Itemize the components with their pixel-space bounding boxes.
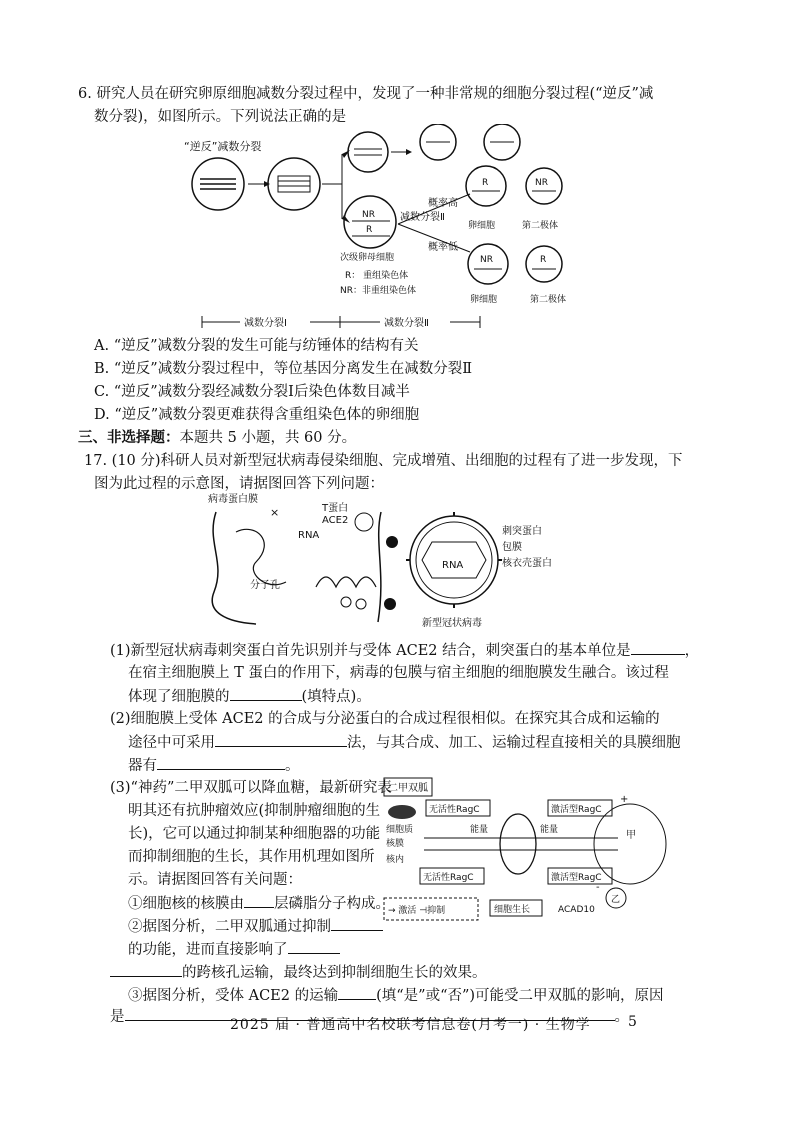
fig17-golgi <box>316 577 376 587</box>
q17-2-line1: (2)细胞膜上受体 ACE2 的合成与分泌蛋白的合成过程很相似。在探究其合成和运输的 <box>110 711 660 727</box>
fig17-rna-2: RNA <box>442 560 464 571</box>
fig17-vesicle-1 <box>341 597 351 607</box>
fig6-label-egg2: 卵细胞 <box>470 295 498 305</box>
q17-2-text-c-end: 。 <box>285 758 300 774</box>
fig17-t-protein: T蛋白 <box>322 503 349 514</box>
q17-2-text-b-end: 法，与其合成、加工、运输过程直接相关的具膜细胞 <box>347 735 681 751</box>
fig17-virion-1 <box>355 513 373 531</box>
fig17-x-mark: × <box>270 506 280 519</box>
fig6-label-secondary: 次级卵母细胞 <box>340 253 395 263</box>
fig6-cell-1 <box>192 158 244 210</box>
svg-text:NR: NR <box>362 210 375 220</box>
fig3-legend: → 激活 ⊣抑制 <box>388 906 446 916</box>
fig6-cell-2 <box>268 158 320 210</box>
page-number: 5 <box>628 1014 637 1030</box>
section3-heading <box>78 428 356 448</box>
fig6-polar-2 <box>526 246 562 282</box>
q17-3-line1: (3)“神药”二甲双胍可以降血糖，最新研究表 <box>110 780 392 796</box>
fig6-secondary-oocyte <box>344 196 396 248</box>
q17-3-s3d: 。 <box>614 1009 629 1025</box>
fig3-nuclear-membrane: 核膜 <box>386 839 405 849</box>
fig6-legend-nr: NR：非重组染色体 <box>340 286 416 296</box>
fig6-label-polar1: 第二极体 <box>522 221 559 231</box>
q17-1-blank-feature[interactable] <box>230 686 302 701</box>
fig3-nucleus: 核内 <box>386 855 405 865</box>
fig3-energy-left: 能量 <box>470 825 489 835</box>
fig6-legend-r: R： 重组染色体 <box>345 271 409 281</box>
fig3-mitochondrion-icon <box>388 805 416 819</box>
fig6-label-low: 概率低 <box>428 242 458 253</box>
fig3-inactive-ragc-top: 无活性RagC <box>429 805 480 815</box>
q17-3-sub2a <box>128 916 383 937</box>
q6-option-d[interactable]: D. “逆反”减数分裂更难获得含重组染色体的卵细胞 <box>94 407 420 423</box>
q17-stem-line2: 图为此过程的示意图，请据图回答下列问题： <box>94 476 384 492</box>
fig17-rna: RNA <box>298 530 320 541</box>
fig6-egg-2 <box>468 244 508 284</box>
fig6-phase1: 减数分裂Ⅰ <box>244 318 287 329</box>
fig3-inactive-ragc-bottom: 无活性RagC <box>423 873 474 883</box>
fig3-organelle-jia <box>594 804 666 884</box>
q6-stem-line2: 数分裂)，如图所示。下列说法正确的是 <box>94 109 347 125</box>
q17-3-s2c: 的跨核孔运输，最终达到抑制细胞生长的效果。 <box>182 965 487 981</box>
q6-option-c[interactable]: C. “逆反”减数分裂经减数分裂Ⅰ后染色体数目减半 <box>94 384 410 400</box>
q17-3-blank-layers[interactable] <box>244 893 274 908</box>
fig3-cytoplasm: 细胞质 <box>386 825 414 835</box>
fig17-cell-membrane <box>378 512 381 622</box>
q17-2-blank-organelles[interactable] <box>157 755 285 770</box>
svg-text:R: R <box>540 255 547 265</box>
q17-3-line2: 明其还有抗肿瘤效应(抑制肿瘤细胞的生 <box>128 803 381 819</box>
q17-3-sub1 <box>128 893 390 914</box>
q17-1-blank-unit[interactable] <box>631 640 685 655</box>
fig17-virion-2 <box>386 536 398 548</box>
q6-stem-line1: 6. 研究人员在研究卵原细胞减数分裂过程中，发现了一种非常规的细胞分裂过程(“逆反”减 <box>78 86 654 102</box>
q17-1-text-c-end: (填特点)。 <box>301 689 371 705</box>
q17-3-s2a: ②据图分析，二甲双胍通过抑制 <box>128 919 331 935</box>
q17-virus-infection-diagram <box>196 492 576 634</box>
page-footer: 2025 届 · 普通高中名校联考信息卷(月考一) · 生物学 <box>230 1017 591 1033</box>
q17-3-s3a: ③据图分析，受体 ACE2 的运输 <box>128 988 339 1004</box>
q17-3-s1a: ①细胞核的核膜由 <box>128 896 244 912</box>
q17-1-text-a: (1)新型冠状病毒刺突蛋白首先识别并与受体 ACE2 结合，刺突蛋白的基本单位是 <box>110 643 631 659</box>
fig6-label-high: 概率高 <box>428 198 458 209</box>
fig6-label-polar2: 第二极体 <box>530 295 567 305</box>
q17-3-sub3a <box>128 985 664 1006</box>
q17-3-blank-substance-cont[interactable] <box>110 962 182 977</box>
q17-3-sub2c <box>110 962 487 983</box>
q17-2-text-b: 途径中可采用 <box>128 735 215 751</box>
q17-3-blank-yesno[interactable] <box>338 985 376 1000</box>
fig17-vesicle-2 <box>356 599 366 609</box>
svg-text:R: R <box>482 178 489 188</box>
fig17-spike: 刺突蛋白 <box>502 526 542 537</box>
q17-1-text-a-end: ， <box>684 643 700 659</box>
q17-1-line2: 在宿主细胞膜上 T 蛋白的作用下，病毒的包膜与宿主细胞的细胞膜发生融合。该过程 <box>128 665 669 681</box>
fig3-cell-growth: 细胞生长 <box>494 905 531 915</box>
q17-stem-line1: 17. (10 分)科研人员对新型冠状病毒侵染细胞、完成增殖、出细胞的过程有了进一步发现，下 <box>84 453 683 469</box>
section3-title: 三、非选择题： <box>78 429 180 446</box>
fig3-energy-right: 能量 <box>540 825 559 835</box>
q17-2-blank-method[interactable] <box>215 732 347 747</box>
fig17-capsid: 核衣壳蛋白 <box>502 558 552 569</box>
fig3-metformin: 二甲双胍 <box>388 783 428 794</box>
fig17-nucleus-outline <box>212 512 256 624</box>
fig6-egg-1 <box>466 166 506 206</box>
svg-text:R: R <box>366 225 373 235</box>
q17-metformin-mechanism-diagram <box>380 772 680 932</box>
q17-2-line2 <box>128 732 681 753</box>
q17-3-sub2b <box>128 939 340 960</box>
svg-text:NR: NR <box>480 255 493 265</box>
fig3-active-ragc-bottom: 激活型RagC <box>551 873 602 883</box>
q17-1-text-c: 体现了细胞膜的 <box>128 689 230 705</box>
q17-3-s1b: 层磷脂分子构成。 <box>274 896 390 912</box>
q6-reverse-meiosis-diagram <box>180 124 600 334</box>
fig3-jia: 甲 <box>626 830 636 841</box>
fig3-nuclear-pore <box>500 814 536 874</box>
fig6-title: “逆反”减数分裂 <box>184 140 262 153</box>
fig17-virus-membrane-protein: 病毒蛋白膜 <box>208 494 258 505</box>
fig3-active-ragc-top: 激活型RagC <box>551 805 602 815</box>
fig6-polar-1 <box>526 168 562 204</box>
q6-option-a[interactable]: A. “逆反”减数分裂的发生可能与纺锤体的结构有关 <box>94 338 419 354</box>
q17-2-text-c: 器有 <box>128 758 157 774</box>
q17-1-line1 <box>110 640 699 661</box>
q17-2-line3 <box>128 755 300 776</box>
fig3-plus: + <box>620 794 629 805</box>
q17-3-line4: 而抑制细胞的生长，其作用机理如图所 <box>128 849 375 865</box>
q17-3-s3c: 是 <box>110 1009 125 1025</box>
fig3-yi: 乙 <box>611 895 621 905</box>
fig6-top-cells <box>348 124 520 172</box>
fig17-envelope: 包膜 <box>502 542 522 553</box>
q17-3-line5: 示。请据图回答有关问题： <box>128 872 302 888</box>
fig6-label-egg1: 卵细胞 <box>468 221 496 231</box>
fig17-ace2: ACE2 <box>322 515 349 526</box>
q17-3-blank-substance[interactable] <box>288 939 340 954</box>
q17-3-s3b: (填“是”或“否”)可能受二甲双胍的影响，原因 <box>376 988 664 1004</box>
fig17-virus-name: 新型冠状病毒 <box>422 618 482 629</box>
fig3-minus: - <box>596 882 600 893</box>
q6-option-b[interactable]: B. “逆反”减数分裂过程中，等位基因分离发生在减数分裂Ⅱ <box>94 361 473 377</box>
fig17-nuclear-pore: 分子孔 <box>250 580 280 591</box>
q17-3-line3: 长)，它可以通过抑制某种细胞器的功能 <box>128 826 381 842</box>
section3-desc: 本题共 5 小题，共 60 分。 <box>179 430 357 446</box>
q17-1-line3 <box>128 686 371 707</box>
fig17-er <box>236 529 286 584</box>
q17-3-blank-organelle[interactable] <box>331 916 383 931</box>
svg-text:NR: NR <box>535 178 548 188</box>
q17-3-s2b: 的功能，进而直接影响了 <box>128 942 288 958</box>
fig6-phase2: 减数分裂Ⅱ <box>384 318 429 329</box>
fig3-acad10: ACAD10 <box>558 905 595 915</box>
fig6-label-mii: 减数分裂Ⅱ <box>400 212 445 223</box>
fig17-virion-3 <box>384 598 396 610</box>
